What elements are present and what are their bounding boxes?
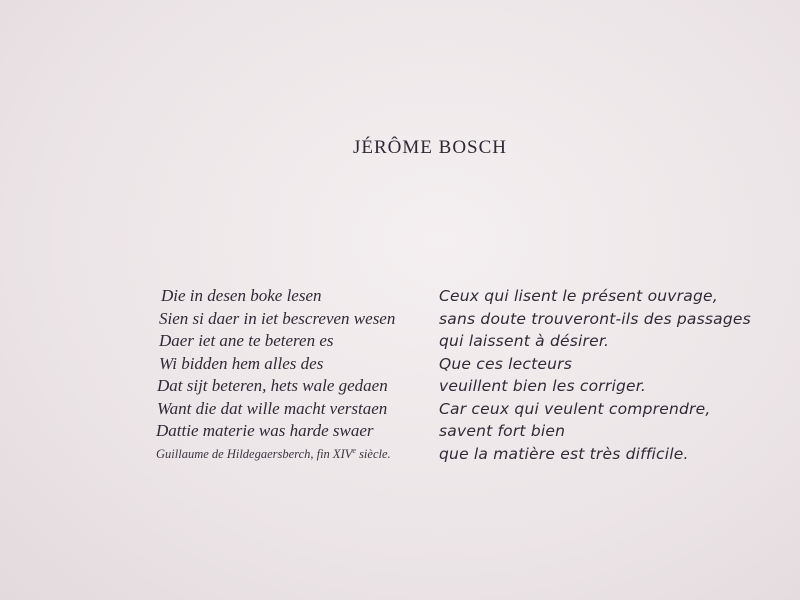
translation-line: Car ceux qui veulent comprendre, — [439, 399, 711, 418]
verse-line: Dattie materie was harde swaer — [156, 421, 374, 440]
verse-line: Wi bidden hem alles des — [159, 353, 324, 373]
attribution-suffix: siècle. — [355, 446, 391, 461]
attribution-text: Guillaume de Hildegaersberch, fin XIV — [156, 446, 353, 461]
french-verse-column — [439, 285, 759, 465]
translation-line: Que ces lecteurs — [439, 354, 572, 373]
translation-line: Ceux qui lisent le présent ouvrage, — [439, 287, 718, 305]
translation-line: que la matière est très difficile. — [439, 444, 689, 463]
translation-line: sans doute trouveront-ils des passages — [439, 309, 751, 328]
translation-line: qui laissent à désirer. — [439, 332, 610, 350]
attribution-superscript: e — [352, 445, 356, 455]
translation-line: veuillent bien les corriger. — [439, 377, 647, 395]
verse-line: Dat sijt beteren, hets wale gedaen — [157, 376, 388, 395]
verse-line: Daer iet ane te beteren es — [159, 331, 334, 350]
verse-line: Sien si daer in iet bescreven wesen — [159, 308, 396, 328]
dutch-verse-column — [156, 285, 436, 465]
verse-attribution — [156, 443, 436, 465]
verse-line: Want die dat wille macht verstaen — [157, 398, 388, 418]
page-title: JÉRÔME BOSCH — [353, 137, 507, 158]
translation-line: savent fort bien — [439, 422, 566, 440]
verse-line: Die in desen boke lesen — [161, 286, 322, 305]
